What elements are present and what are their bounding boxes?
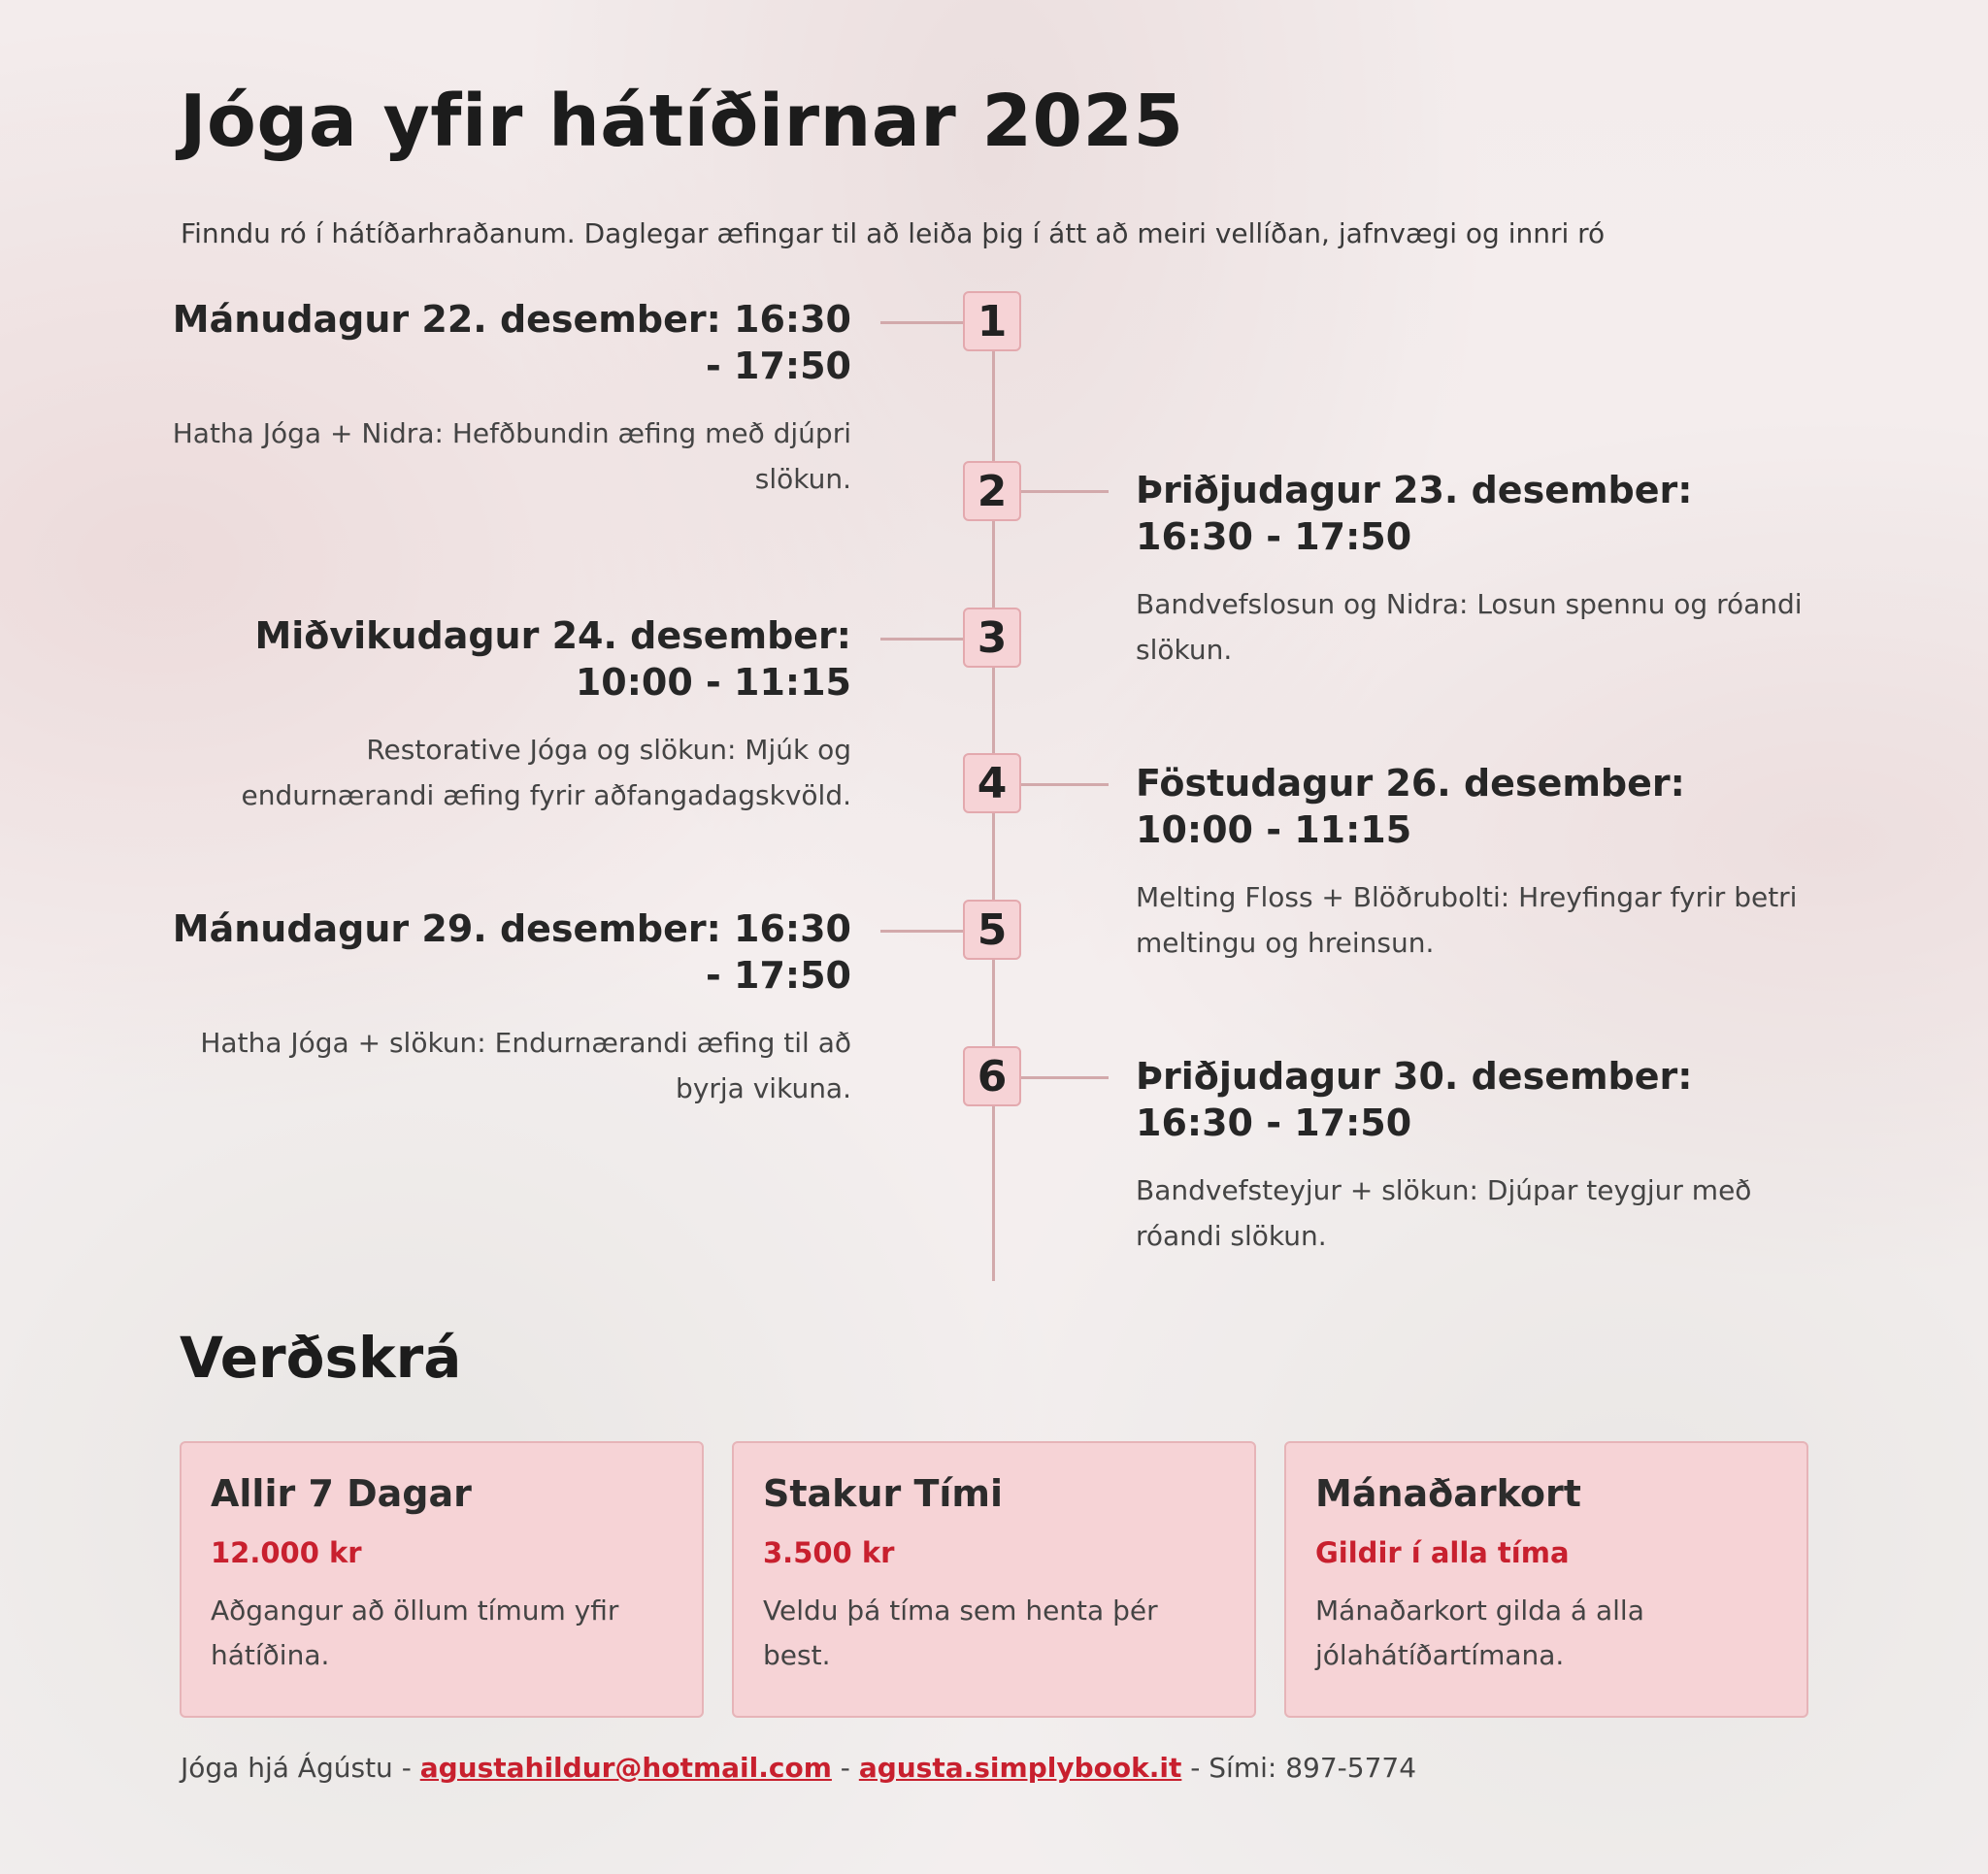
- timeline-event: [1136, 467, 1815, 673]
- card-price: Gildir í alla tíma: [1315, 1536, 1570, 1569]
- card-price: 12.000 kr: [211, 1536, 362, 1569]
- event-description: Restorative Jóga og slökun: Mjúk og endurnærandi æfing fyrir aðfangadagskvöld.: [241, 734, 851, 811]
- email-link[interactable]: agustahildur@hotmail.com: [419, 1752, 832, 1784]
- timeline-event: [1136, 760, 1815, 966]
- event-heading: Miðvikudagur 24. desember: 10:00 - 11:15: [254, 614, 851, 704]
- timeline-event: [1136, 1053, 1815, 1259]
- page-title: Jóga yfir hátíðirnar 2025: [180, 80, 1184, 163]
- event-description: Melting Floss + Blöðrubolti: Hreyfingar fyrir betri meltingu og hreinsun.: [1136, 881, 1798, 959]
- footer-separator: -: [392, 1752, 420, 1784]
- timeline-connector: [1021, 783, 1109, 786]
- timeline-connector: [880, 638, 968, 641]
- timeline-connector: [880, 930, 968, 933]
- event-heading: Þriðjudagur 30. desember: 16:30 - 17:50: [1136, 1055, 1693, 1144]
- footer: [181, 1752, 1416, 1784]
- timeline-event: [172, 296, 851, 502]
- timeline-badge: 2: [963, 461, 1021, 521]
- event-description: Hatha Jóga + Nidra: Hefðbundin æfing með djúpri slökun.: [172, 417, 851, 495]
- timeline-badge: 1: [963, 291, 1021, 351]
- card-description: Veldu þá tíma sem henta þér best.: [763, 1595, 1158, 1671]
- booking-link[interactable]: agusta.simplybook.it: [858, 1752, 1182, 1784]
- price-card: [1284, 1441, 1808, 1718]
- pricing-title: Verðskrá: [180, 1325, 462, 1391]
- timeline-badge: 4: [963, 753, 1021, 813]
- timeline-badge: 3: [963, 608, 1021, 668]
- price-card: [180, 1441, 704, 1718]
- card-description: Aðgangur að öllum tímum yfir hátíðina.: [211, 1595, 619, 1671]
- event-description: Hatha Jóga + slökun: Endurnærandi æfing til að byrja vikuna.: [200, 1027, 851, 1104]
- card-name: Mánaðarkort: [1315, 1472, 1581, 1515]
- timeline-badge: 5: [963, 900, 1021, 960]
- timeline-connector: [880, 321, 968, 324]
- timeline-connector: [1021, 490, 1109, 493]
- event-heading: Mánudagur 22. desember: 16:30 - 17:50: [172, 298, 851, 387]
- timeline-badge: 6: [963, 1046, 1021, 1106]
- card-name: Stakur Tími: [763, 1472, 1004, 1515]
- event-heading: Mánudagur 29. desember: 16:30 - 17:50: [172, 907, 851, 997]
- page-subtitle: Finndu ró í hátíðarhraðanum. Daglegar æfingar til að leiða þig í átt að meiri vellíðan, jafnvægi og innri ró: [181, 217, 1606, 249]
- event-heading: Föstudagur 26. desember: 10:00 - 11:15: [1136, 762, 1685, 851]
- footer-phone: - Sími: 897-5774: [1181, 1752, 1417, 1784]
- footer-name: Jóga hjá Ágústu: [181, 1752, 393, 1784]
- timeline-connector: [1021, 1076, 1109, 1079]
- timeline-event: [172, 905, 851, 1111]
- card-name: Allir 7 Dagar: [211, 1472, 472, 1515]
- event-heading: Þriðjudagur 23. desember: 16:30 - 17:50: [1136, 469, 1693, 558]
- card-price: 3.500 kr: [763, 1536, 895, 1569]
- event-description: Bandvefslosun og Nidra: Losun spennu og róandi slökun.: [1136, 588, 1803, 666]
- footer-separator: -: [831, 1752, 859, 1784]
- timeline-event: [172, 612, 851, 818]
- event-description: Bandvefsteyjur + slökun: Djúpar teygjur með róandi slökun.: [1136, 1174, 1752, 1252]
- card-description: Mánaðarkort gilda á alla jólahátíðartímana.: [1315, 1595, 1644, 1671]
- price-card: [732, 1441, 1256, 1718]
